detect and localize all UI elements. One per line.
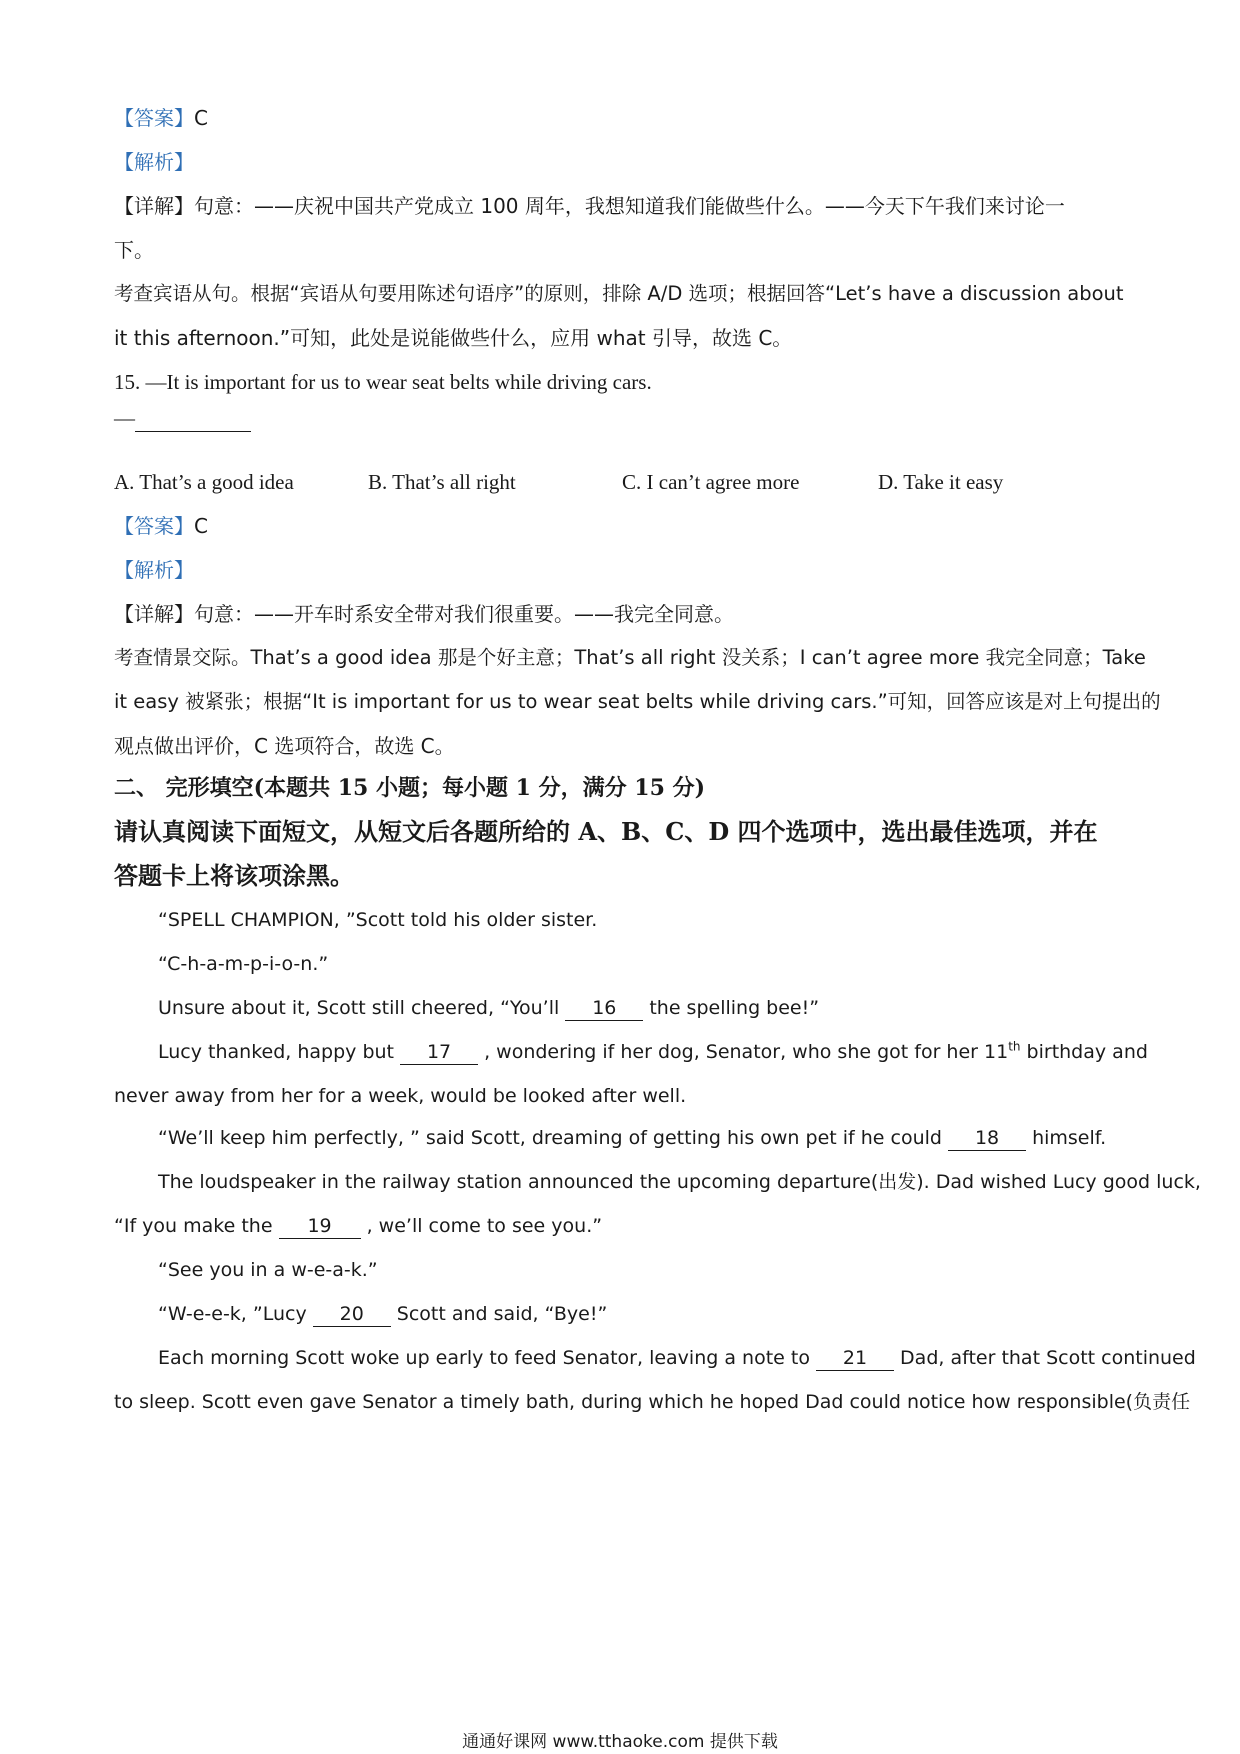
passage-p9-line2: to sleep. Scott even gave Senator a timely bath, during which he hoped Dad could notice how responsible(负责任 <box>114 1391 1191 1413</box>
q14-analysis-tag: 【解析】 <box>114 150 194 174</box>
q14-detail <box>114 192 1065 220</box>
reply-blank <box>135 411 251 432</box>
q15-stem: 15. —It is important for us to wear seat belts while driving cars. <box>114 370 652 394</box>
text: , we’ll come to see you.” <box>360 1215 603 1237</box>
text: the spelling bee!” <box>643 997 820 1019</box>
detail-text: 句意：——开车时系安全带对我们很重要。——我完全同意。 <box>194 602 734 626</box>
q15-analysis-tag: 【解析】 <box>114 558 194 582</box>
text: himself. <box>1026 1127 1107 1149</box>
passage-p9 <box>114 1344 1196 1372</box>
q15-explain-line3: 观点做出评价，C 选项符合，故选 C。 <box>114 734 455 758</box>
q15-option-b: B. That’s all right <box>368 470 516 494</box>
passage-p4 <box>114 1038 1148 1066</box>
text: , wondering if her dog, Senator, who she got for her 11 <box>478 1041 1009 1063</box>
reply-dash: — <box>114 406 135 430</box>
superscript: th <box>1008 1039 1021 1054</box>
text: birthday and <box>1020 1041 1148 1063</box>
detail-tag: 【详解】 <box>114 602 194 626</box>
detail-text: 句意：——庆祝中国共产党成立 100 周年，我想知道我们能做些什么。——今天下午我们来讨论一 <box>194 194 1065 218</box>
answer-tag: 【答案】 <box>114 106 194 130</box>
passage-p8 <box>114 1300 607 1328</box>
passage-p1: “SPELL CHAMPION, ”Scott told his older sister. <box>158 909 598 931</box>
q15-detail <box>114 600 734 628</box>
answer-value: C <box>194 514 208 538</box>
text: Lucy thanked, happy but <box>158 1041 401 1063</box>
q15-reply <box>114 404 251 432</box>
passage-p2: “C-h-a-m-p-i-o-n.” <box>158 953 329 975</box>
q15-option-a: A. That’s a good idea <box>114 470 294 494</box>
q14-explain-line2: it this afternoon.”可知，此处是说能做些什么，应用 what 引导，故选 C。 <box>114 326 793 350</box>
text: “If you make the <box>114 1215 279 1237</box>
blank-21: 21 <box>816 1346 894 1371</box>
q15-option-d: D. Take it easy <box>878 470 1004 494</box>
q14-explain-line1: 考查宾语从句。根据“宾语从句要用陈述句语序”的原则，排除 A/D 选项；根据回答“Let’s have a discussion about <box>114 282 1124 305</box>
passage-p5 <box>114 1124 1106 1152</box>
section-heading: 二、 完形填空(本题共 15 小题；每小题 1 分，满分 15 分) <box>114 775 705 801</box>
passage-p4-line2: never away from her for a week, would be looked after well. <box>114 1085 687 1107</box>
answer-value: C <box>194 106 208 130</box>
detail-tag: 【详解】 <box>114 194 194 218</box>
passage-p3 <box>114 994 819 1022</box>
blank-19: 19 <box>279 1214 361 1239</box>
q15-explain-line2: it easy 被紧张；根据“It is important for us to wear seat belts while driving cars.”可知，回答应该是对上句提出的 <box>114 690 1161 713</box>
passage-p6: The loudspeaker in the railway station announced the upcoming departure(出发). Dad wished Lucy good luck, <box>158 1171 1201 1193</box>
blank-20: 20 <box>313 1302 391 1327</box>
section-instruction-line2: 答题卡上将该项涂黑。 <box>114 861 354 890</box>
text: Dad, after that Scott continued <box>894 1347 1196 1369</box>
q15-answer <box>114 512 208 540</box>
page-footer: 通通好课网 www.tthaoke.com 提供下载 <box>462 1732 778 1752</box>
q15-option-c: C. I can’t agree more <box>622 470 800 494</box>
answer-tag: 【答案】 <box>114 514 194 538</box>
text: “W-e-e-k, ”Lucy <box>158 1303 313 1325</box>
blank-16: 16 <box>565 996 643 1021</box>
q14-answer <box>114 104 208 132</box>
text: Unsure about it, Scott still cheered, “You’ll <box>158 997 566 1019</box>
text: Each morning Scott woke up early to feed Senator, leaving a note to <box>158 1347 816 1369</box>
q15-explain-line1: 考查情景交际。That’s a good idea 那是个好主意；That’s all right 没关系；I can’t agree more 我完全同意；Take <box>114 646 1146 669</box>
text: “We’ll keep him perfectly, ” said Scott, dreaming of getting his own pet if he could <box>158 1127 949 1149</box>
text: Scott and said, “Bye!” <box>390 1303 608 1325</box>
section-instruction-line1: 请认真阅读下面短文，从短文后各题所给的 A、B、C、D 四个选项中，选出最佳选项，并在 <box>114 817 1098 846</box>
blank-18: 18 <box>948 1126 1026 1151</box>
q14-detail-line2: 下。 <box>114 238 154 262</box>
blank-17: 17 <box>400 1040 478 1065</box>
passage-p7: “See you in a w-e-a-k.” <box>158 1259 378 1281</box>
passage-p6-line2 <box>114 1212 602 1240</box>
